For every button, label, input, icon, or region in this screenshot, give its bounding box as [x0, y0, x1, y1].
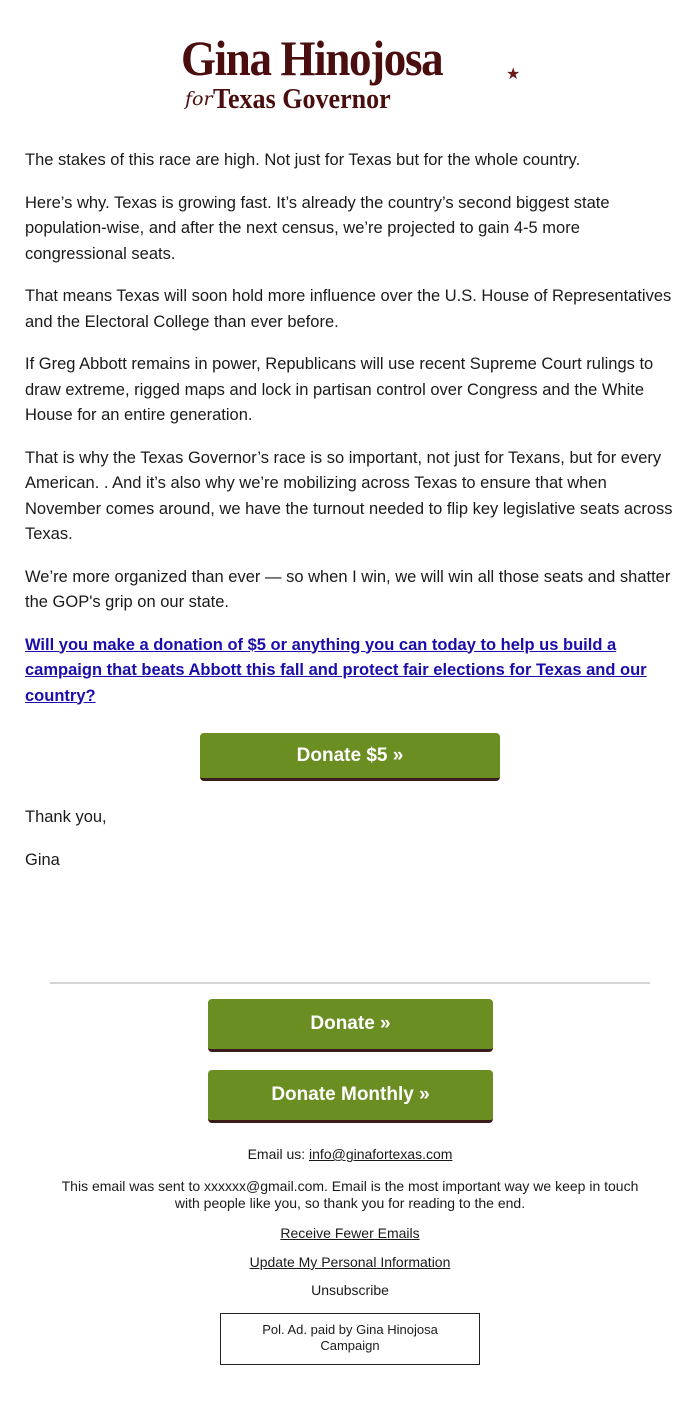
- paid-for-disclaimer: Pol. Ad. paid by Gina Hinojosa Campaign: [220, 1313, 480, 1365]
- logo-name: Gina Hinojosa: [181, 30, 443, 86]
- unsubscribe-link[interactable]: Unsubscribe: [311, 1282, 389, 1298]
- paragraph-influence: That means Texas will soon hold more influence over the U.S. House of Representatives and the Electoral College than ever before.: [25, 287, 672, 331]
- campaign-logo: [175, 28, 535, 120]
- email-us-line: [0, 1146, 700, 1163]
- email-us-label: Email us:: [247, 1146, 306, 1162]
- paragraph-governor-race: That is why the Texas Governor’s race is so important, not just for Texans, but for every American. . And it’s also why we’re mobilizing across Texas to ensure that when November comes around, we have the turnout needed to flip key legislative seats across Texas.: [25, 448, 673, 543]
- footer-divider: [50, 982, 650, 984]
- paragraph-organized: We’re more organized than ever — so when I win, we will win all those seats and shatter the GOP's grip on our state.: [25, 567, 671, 611]
- logo-prefix: for: [185, 88, 213, 110]
- donate-button[interactable]: Donate »: [208, 999, 493, 1052]
- logo-office: Texas Governor: [213, 84, 391, 115]
- donation-cta-link[interactable]: Will you make a donation of $5 or anything you can today to help us build a campaign that beats Abbott this fall and protect fair elections for Texas and our country?: [25, 635, 647, 705]
- star-icon: ★: [506, 66, 521, 83]
- update-personal-info-link[interactable]: Update My Personal Information: [249, 1254, 451, 1270]
- email-link[interactable]: info@ginafortexas.com: [309, 1146, 453, 1162]
- signoff-name: Gina: [25, 851, 60, 869]
- signoff-thanks: Thank you,: [25, 808, 107, 826]
- paragraph-abbott: If Greg Abbott remains in power, Republicans will use recent Supreme Court rulings to draw extreme, rigged maps and lock in partisan control over Congress and the White House for an entire generation.: [25, 355, 654, 424]
- donate-monthly-button[interactable]: Donate Monthly »: [208, 1070, 493, 1123]
- paragraph-growth: Here’s why. Texas is growing fast. It’s already the country’s second biggest state population-wise, and after the next census, we’re projected to gain 4-5 more congressional seats.: [25, 193, 610, 263]
- update-info-line: [0, 1254, 700, 1271]
- sent-notice: This email was sent to xxxxxx@gmail.com. Email is the most important way we keep in touch with people like you, so thank you for reading to the end.: [61, 1178, 639, 1211]
- fewer-emails-line: [0, 1225, 700, 1242]
- receive-fewer-emails-link[interactable]: Receive Fewer Emails: [280, 1225, 420, 1241]
- cta-paragraph: [25, 633, 677, 710]
- donate-5-button[interactable]: Donate $5 »: [200, 733, 500, 781]
- email-body: [25, 148, 677, 726]
- paragraph-stakes: The stakes of this race are high. Not just for Texas but for the whole country.: [25, 151, 581, 169]
